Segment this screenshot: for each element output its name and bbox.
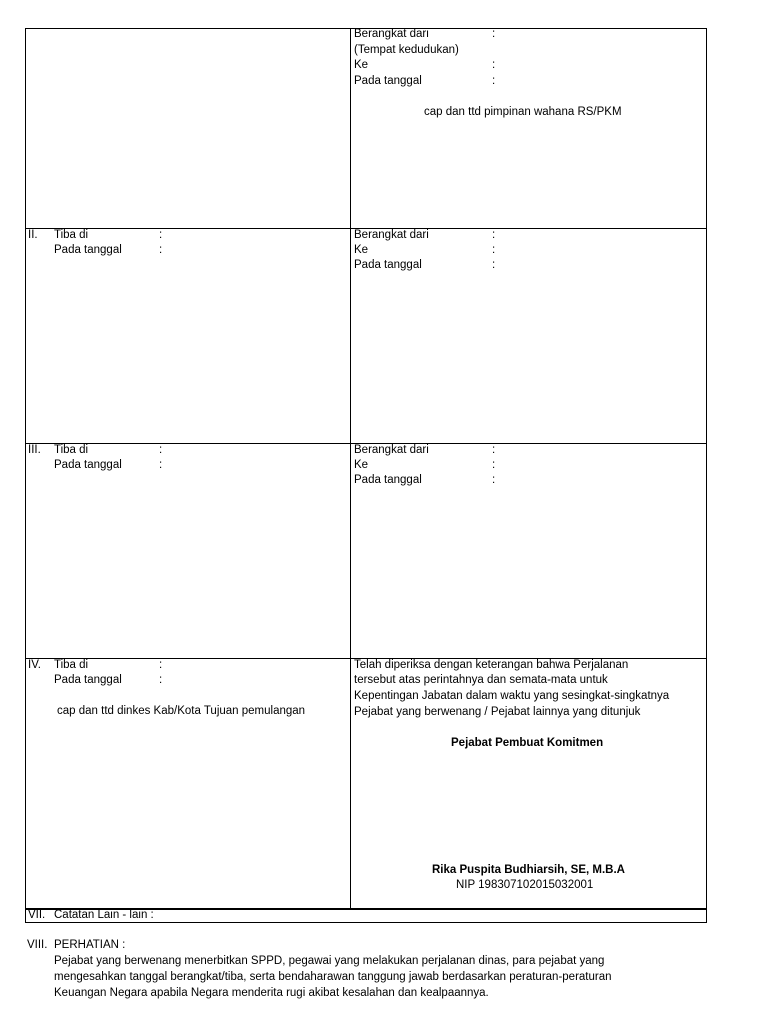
perhatian-title: PERHATIAN : (54, 939, 126, 951)
section-iii-ke-label: Ke (354, 459, 369, 471)
official-title: Pejabat Pembuat Komitmen (451, 737, 604, 749)
section-iii-tiba-di-label: Tiba di (54, 444, 89, 456)
perhatian-line: Pejabat yang berwenang menerbitkan SPPD, pegawai yang melakukan perjalanan dinas, para pejabat yang (54, 955, 605, 967)
section-i-ke-label: Ke (354, 59, 369, 71)
section-ii-berangkat-dari-colon: : (492, 229, 496, 241)
section-iv-pada-tanggal-colon: : (159, 674, 163, 686)
section-iii-number: III. (28, 444, 41, 456)
section-i-stamp-note: cap dan ttd pimpinan wahana RS/PKM (424, 106, 622, 118)
section-ii-ke-colon: : (492, 244, 496, 256)
section-i-berangkat-dari-colon: : (492, 28, 496, 40)
section-i-berangkat-dari-label: Berangkat dari (354, 28, 429, 40)
section-iv-statement-line: Pejabat yang berwenang / Pejabat lainnya yang ditunjuk (354, 706, 641, 718)
section-ii-ke-label: Ke (354, 244, 369, 256)
section-ii-pada-tanggal-label: Pada tanggal (54, 244, 122, 256)
section-iv-stamp-note: cap dan ttd dinkes Kab/Kota Tujuan pemulangan (57, 705, 306, 717)
section-iv-tiba-di-colon: : (159, 659, 163, 671)
section-iv-statement-line: Kepentingan Jabatan dalam waktu yang sesingkat-singkatnya (354, 690, 670, 702)
section-viii-number: VIII. (27, 939, 48, 951)
column-divider (350, 28, 351, 909)
section-i-ke-colon: : (492, 59, 496, 71)
perhatian-line: Keuangan Negara apabila Negara menderita rugi akibat kesalahan dan kealpaannya. (54, 987, 489, 999)
section-ii-pada-tanggal-right-colon: : (492, 259, 496, 271)
official-nip: NIP 198307102015032001 (456, 879, 594, 891)
perhatian-line: mengesahkan tanggal berangkat/tiba, serta bendaharawan tanggung jawab berdasarkan peraturan-peraturan (54, 971, 612, 983)
section-iii-pada-tanggal-right-label: Pada tanggal (354, 474, 422, 486)
section-iv-statement-line: tersebut atas perintahnya dan semata-mata untuk (354, 674, 608, 686)
section-iii-pada-tanggal-label: Pada tanggal (54, 459, 122, 471)
section-ii-number: II. (28, 229, 38, 241)
section-iii-pada-tanggal-colon: : (159, 459, 163, 471)
section-iv-statement-line: Telah diperiksa dengan keterangan bahwa Perjalanan (354, 659, 629, 671)
section-iii-ke-colon: : (492, 459, 496, 471)
section-ii-pada-tanggal-right-label: Pada tanggal (354, 259, 422, 271)
section-iv-number: IV. (28, 659, 42, 671)
section-i-pada-tanggal-colon: : (492, 75, 496, 87)
official-name: Rika Puspita Budhiarsih, SE, M.B.A (432, 864, 625, 876)
section-ii-tiba-di-label: Tiba di (54, 229, 89, 241)
section-ii-berangkat-dari-label: Berangkat dari (354, 229, 429, 241)
section-i-pada-tanggal-label: Pada tanggal (354, 75, 422, 87)
section-iv-tiba-di-label: Tiba di (54, 659, 89, 671)
section-vii-number: VII. (28, 909, 46, 921)
section-iii-berangkat-dari-colon: : (492, 444, 496, 456)
section-ii-tiba-di-colon: : (159, 229, 163, 241)
catatan-lain-label: Catatan Lain - lain : (54, 909, 154, 921)
section-ii-pada-tanggal-colon: : (159, 244, 163, 256)
section-iii-berangkat-dari-label: Berangkat dari (354, 444, 429, 456)
section-iv-pada-tanggal-label: Pada tanggal (54, 674, 122, 686)
section-iii-pada-tanggal-right-colon: : (492, 474, 496, 486)
section-i-tempat-kedudukan-label: (Tempat kedudukan) (354, 44, 459, 56)
section-iii-tiba-di-colon: : (159, 444, 163, 456)
